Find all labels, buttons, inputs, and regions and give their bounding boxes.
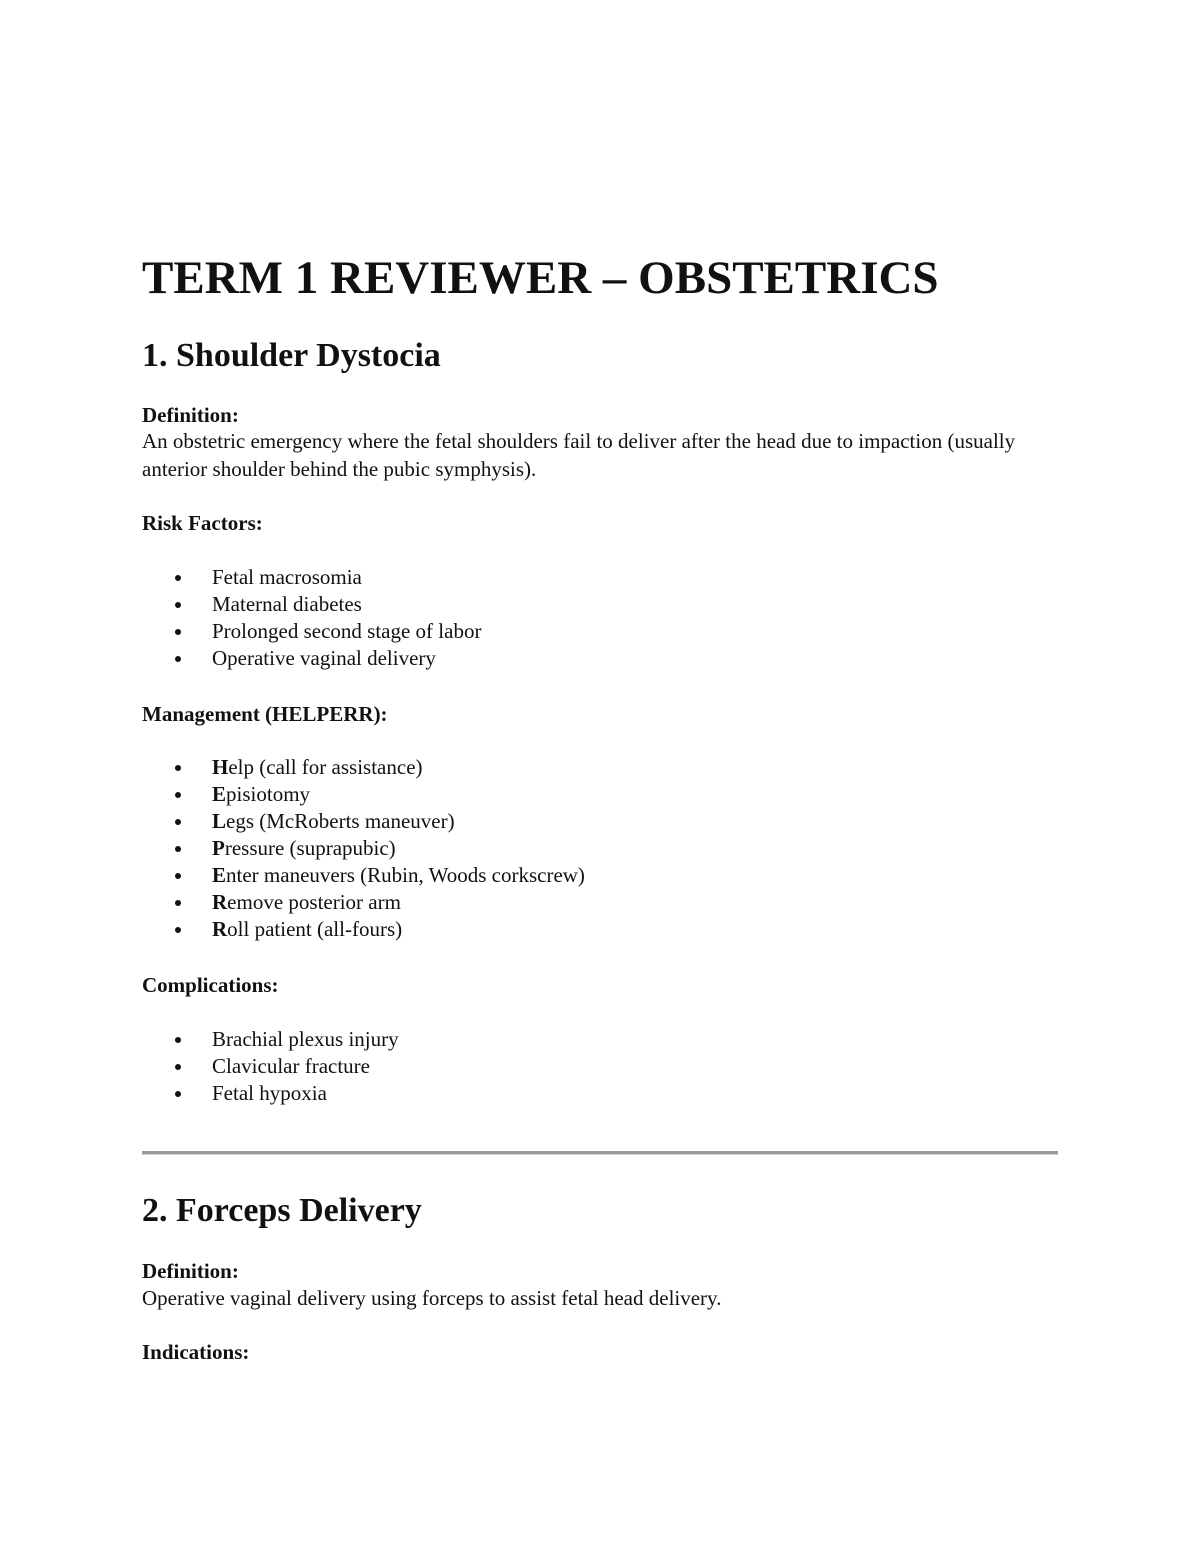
definition-text: An obstetric emergency where the fetal shoulders fail to deliver after the head due to impaction (usually anterior shoulder behind the pubic symphysis).: [142, 429, 1016, 481]
bullet-icon: [175, 765, 181, 771]
bullet-icon: [175, 575, 181, 581]
list-item: Pressure (suprapubic): [142, 835, 585, 862]
list-item: Episiotomy: [142, 781, 585, 808]
section-heading-forceps-delivery: 2. Forceps Delivery: [142, 1192, 422, 1229]
risk-factors-list: [142, 564, 481, 672]
list-item: Fetal macrosomia: [142, 564, 481, 591]
list-item: Help (call for assistance): [142, 754, 585, 781]
management-label: Management (HELPERR):: [142, 702, 388, 726]
indications-label: Indications:: [142, 1340, 250, 1364]
section-heading-shoulder-dystocia: 1. Shoulder Dystocia: [142, 337, 441, 374]
list-item: Roll patient (all-fours): [142, 916, 585, 943]
list-item: Brachial plexus injury: [142, 1026, 399, 1053]
bullet-icon: [175, 900, 181, 906]
horizontal-divider: [142, 1151, 1058, 1155]
bullet-icon: [175, 927, 181, 933]
definition-label: Definition:: [142, 1259, 239, 1283]
bullet-icon: [175, 629, 181, 635]
definition-label: Definition:: [142, 403, 239, 427]
bullet-icon: [175, 1091, 181, 1097]
bullet-icon: [175, 1037, 181, 1043]
bullet-icon: [175, 602, 181, 608]
definition-text: Operative vaginal delivery using forceps to assist fetal head delivery.: [142, 1286, 722, 1310]
list-item: Legs (McRoberts maneuver): [142, 808, 585, 835]
list-item: Prolonged second stage of labor: [142, 618, 481, 645]
risk-factors-label: Risk Factors:: [142, 511, 263, 535]
list-item: Maternal diabetes: [142, 591, 481, 618]
document-title: TERM 1 REVIEWER – OBSTETRICS: [142, 252, 939, 304]
list-item: Clavicular fracture: [142, 1053, 399, 1080]
bullet-icon: [175, 1064, 181, 1070]
list-item: Remove posterior arm: [142, 889, 585, 916]
bullet-icon: [175, 846, 181, 852]
list-item: Operative vaginal delivery: [142, 645, 481, 672]
bullet-icon: [175, 819, 181, 825]
bullet-icon: [175, 792, 181, 798]
bullet-icon: [175, 656, 181, 662]
list-item: Enter maneuvers (Rubin, Woods corkscrew): [142, 862, 585, 889]
complications-list: [142, 1026, 399, 1107]
management-list: [142, 754, 585, 943]
complications-label: Complications:: [142, 973, 279, 997]
bullet-icon: [175, 873, 181, 879]
list-item: Fetal hypoxia: [142, 1080, 399, 1107]
